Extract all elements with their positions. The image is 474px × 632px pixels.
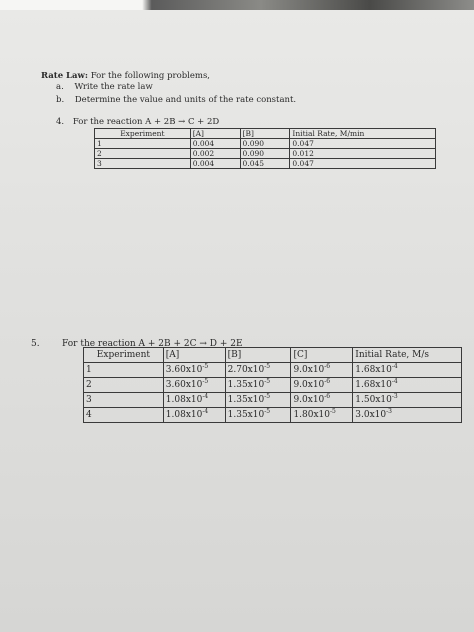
table-cell: 2: [84, 378, 164, 393]
table-cell: $1.50x10^{-3}$: [353, 393, 462, 408]
header-cell: Experiment: [95, 129, 191, 139]
heading-line: [41, 71, 210, 81]
table-cell: 2: [95, 149, 191, 159]
table-row: [84, 363, 462, 378]
table-cell: $1.08x10^{-4}$: [163, 393, 225, 408]
problem-prompt: For the reaction A + 2B → C + 2D: [72, 117, 220, 127]
table-row: [95, 149, 436, 159]
header-cell: [B]: [225, 348, 291, 363]
header-cell: [B]: [240, 129, 290, 139]
heading-title: Rate Law:: [41, 71, 88, 81]
table-header-row: [95, 129, 436, 139]
table-cell: 0.002: [190, 149, 240, 159]
table-cell: $9.0x10^{-6}$: [291, 363, 353, 378]
table-cell: 0.047: [290, 139, 436, 149]
instruction-marker: b.: [56, 95, 65, 105]
problem4-table: [94, 128, 436, 169]
problem5-number: 5.: [31, 339, 40, 349]
table-cell: 0.004: [190, 139, 240, 149]
table-cell: 0.045: [240, 159, 290, 169]
table-cell: $3.60x10^{-5}$: [163, 378, 225, 393]
table-row: [84, 393, 462, 408]
table-row: [84, 408, 462, 423]
table-cell: 3: [95, 159, 191, 169]
table-cell: $2.70x10^{-5}$: [225, 363, 291, 378]
table-cell: 0.090: [240, 139, 290, 149]
table-cell: $1.80x10^{-5}$: [291, 408, 353, 423]
table-cell: 1: [84, 363, 164, 378]
table-cell: 0.012: [290, 149, 436, 159]
table-cell: $3.60x10^{-5}$: [163, 363, 225, 378]
table-cell: $1.68x10^{-4}$: [353, 378, 462, 393]
header-cell: Initial Rate, M/s: [353, 348, 462, 363]
header-cell: Initial Rate, M/min: [290, 129, 436, 139]
table-header-row: [84, 348, 462, 363]
table-cell: $1.68x10^{-4}$: [353, 363, 462, 378]
table-cell: 4: [84, 408, 164, 423]
problem5-table: [83, 347, 462, 423]
table-cell: $1.35x10^{-5}$: [225, 378, 291, 393]
instruction-a: [56, 82, 153, 92]
instruction-b: [56, 95, 296, 105]
instruction-marker: a.: [56, 82, 64, 92]
table-cell: $9.0x10^{-6}$: [291, 393, 353, 408]
table-cell: 0.090: [240, 149, 290, 159]
table-cell: $3.0x10^{-3}$: [353, 408, 462, 423]
heading-intro: For the following problems,: [90, 71, 211, 81]
header-cell: [A]: [190, 129, 240, 139]
header-cell: Experiment: [84, 348, 164, 363]
table-cell: 0.047: [290, 159, 436, 169]
table-row: [84, 378, 462, 393]
table-row: [95, 159, 436, 169]
table-row: [95, 139, 436, 149]
table-cell: $1.35x10^{-5}$: [225, 393, 291, 408]
problem4-prompt-line: [56, 117, 219, 127]
table-cell: 0.004: [190, 159, 240, 169]
table-cell: $9.0x10^{-6}$: [291, 378, 353, 393]
header-cell: [C]: [291, 348, 353, 363]
problem-number: 4.: [56, 117, 65, 127]
problem5-prompt: For the reaction A + 2B + 2C → D + 2E: [62, 339, 243, 349]
instruction-text: Determine the value and units of the rate constant.: [74, 95, 297, 105]
instruction-text: Write the rate law: [74, 82, 153, 92]
table-cell: $1.35x10^{-5}$: [225, 408, 291, 423]
table-cell: 3: [84, 393, 164, 408]
table-cell: 1: [95, 139, 191, 149]
header-cell: [A]: [163, 348, 225, 363]
table-cell: $1.08x10^{-4}$: [163, 408, 225, 423]
